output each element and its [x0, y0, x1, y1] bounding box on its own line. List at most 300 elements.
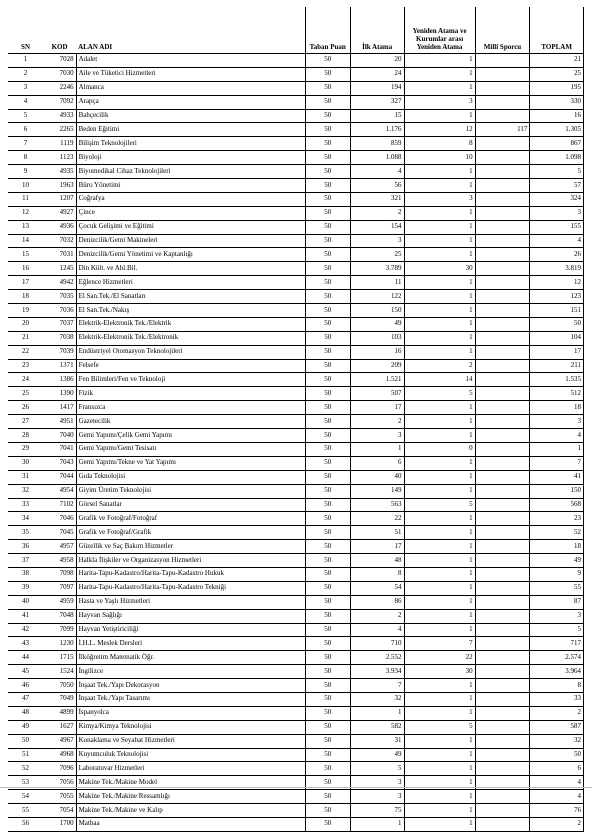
cell-yeniden-atama: 1: [404, 234, 475, 248]
cell-sn: 55: [8, 804, 43, 818]
cell-milli-sporcu: [475, 442, 530, 456]
cell-kod: 7049: [43, 692, 76, 706]
table-row: [8, 95, 584, 109]
cell-ilk-atama: 24: [350, 67, 404, 81]
cell-sn: 12: [8, 206, 43, 220]
cell-kod: 1207: [43, 192, 76, 206]
cell-toplam: 1.535: [530, 373, 584, 387]
cell-yeniden-atama: 1: [404, 484, 475, 498]
cell-sn: 33: [8, 498, 43, 512]
cell-milli-sporcu: [475, 623, 530, 637]
table-row: [8, 526, 584, 540]
cell-ilk-atama: 3.934: [350, 665, 404, 679]
table-row: [8, 748, 584, 762]
cell-sn: 15: [8, 248, 43, 262]
cell-kod: 1119: [43, 137, 76, 151]
table-row: [8, 248, 584, 262]
cell-sn: 16: [8, 262, 43, 276]
cell-ilk-atama: 16: [350, 345, 404, 359]
cell-yeniden-atama: 7: [404, 637, 475, 651]
cell-yeniden-atama: 1: [404, 429, 475, 443]
cell-kod: 7092: [43, 95, 76, 109]
table-row: [8, 234, 584, 248]
cell-milli-sporcu: [475, 234, 530, 248]
table-row: [8, 637, 584, 651]
cell-taban-puan: 50: [305, 567, 350, 581]
cell-taban-puan: 50: [305, 179, 350, 193]
cell-yeniden-atama: 1: [404, 734, 475, 748]
cell-ilk-atama: 1: [350, 817, 404, 831]
cell-alan-adi: Çince: [76, 206, 305, 220]
cell-milli-sporcu: [475, 179, 530, 193]
cell-sn: 36: [8, 540, 43, 554]
cell-ilk-atama: 209: [350, 359, 404, 373]
cell-milli-sporcu: [475, 95, 530, 109]
cell-yeniden-atama: 3: [404, 192, 475, 206]
cell-alan-adi: İspanyolca: [76, 706, 305, 720]
cell-taban-puan: 50: [305, 290, 350, 304]
cell-toplam: 32: [530, 734, 584, 748]
cell-kod: 4967: [43, 734, 76, 748]
cell-alan-adi: Halkla İlişkiler ve Organizasyon Hizmetleri: [76, 554, 305, 568]
cell-toplam: 123: [530, 290, 584, 304]
cell-toplam: 87: [530, 595, 584, 609]
cell-yeniden-atama: 30: [404, 262, 475, 276]
cell-kod: 1627: [43, 720, 76, 734]
cell-taban-puan: 50: [305, 790, 350, 804]
table-row: [8, 276, 584, 290]
cell-taban-puan: 50: [305, 387, 350, 401]
cell-yeniden-atama: 1: [404, 762, 475, 776]
cell-alan-adi: Beden Eğitimi: [76, 123, 305, 137]
cell-kod: 7099: [43, 623, 76, 637]
cell-ilk-atama: 1.521: [350, 373, 404, 387]
cell-sn: 45: [8, 665, 43, 679]
cell-taban-puan: 50: [305, 665, 350, 679]
cell-kod: 4954: [43, 484, 76, 498]
cell-toplam: 3.819: [530, 262, 584, 276]
table-row: [8, 109, 584, 123]
cell-alan-adi: Coğrafya: [76, 192, 305, 206]
cell-yeniden-atama: 10: [404, 151, 475, 165]
cell-yeniden-atama: 1: [404, 304, 475, 318]
cell-milli-sporcu: [475, 679, 530, 693]
cell-alan-adi: Harita-Tapu-Kadastro/Harita-Tapu-Kadastro Tekniği: [76, 581, 305, 595]
cell-toplam: 568: [530, 498, 584, 512]
cell-milli-sporcu: [475, 304, 530, 318]
cell-kod: 7097: [43, 581, 76, 595]
cell-ilk-atama: 7: [350, 679, 404, 693]
cell-toplam: 6: [530, 762, 584, 776]
cell-ilk-atama: 54: [350, 581, 404, 595]
cell-milli-sporcu: [475, 734, 530, 748]
cell-taban-puan: 50: [305, 470, 350, 484]
cell-ilk-atama: 22: [350, 512, 404, 526]
cell-alan-adi: Denizcilik/Gemi Makineleri: [76, 234, 305, 248]
cell-milli-sporcu: [475, 706, 530, 720]
cell-taban-puan: 50: [305, 401, 350, 415]
cell-taban-puan: 50: [305, 581, 350, 595]
cell-taban-puan: 50: [305, 692, 350, 706]
cell-yeniden-atama: 1: [404, 692, 475, 706]
cell-sn: 35: [8, 526, 43, 540]
cell-taban-puan: 50: [305, 526, 350, 540]
cell-yeniden-atama: 1: [404, 456, 475, 470]
cell-yeniden-atama: 5: [404, 720, 475, 734]
cell-yeniden-atama: 1: [404, 470, 475, 484]
cell-kod: 4936: [43, 220, 76, 234]
table-row: [8, 651, 584, 665]
cell-milli-sporcu: [475, 429, 530, 443]
cell-alan-adi: Gemi Yapımı/Çelik Gemi Yapımı: [76, 429, 305, 443]
cell-ilk-atama: 17: [350, 401, 404, 415]
cell-toplam: 717: [530, 637, 584, 651]
table-row: [8, 165, 584, 179]
header-toplam: TOPLAM: [530, 7, 584, 54]
cell-toplam: 16: [530, 109, 584, 123]
cell-milli-sporcu: [475, 206, 530, 220]
cell-taban-puan: 50: [305, 456, 350, 470]
cell-sn: 31: [8, 470, 43, 484]
cell-kod: 7045: [43, 526, 76, 540]
cell-toplam: 330: [530, 95, 584, 109]
cell-yeniden-atama: 22: [404, 651, 475, 665]
cell-toplam: 18: [530, 540, 584, 554]
cell-toplam: 2.574: [530, 651, 584, 665]
cell-sn: 14: [8, 234, 43, 248]
cell-ilk-atama: 3: [350, 790, 404, 804]
cell-toplam: 8: [530, 679, 584, 693]
cell-sn: 46: [8, 679, 43, 693]
cell-sn: 52: [8, 762, 43, 776]
cell-toplam: 5: [530, 165, 584, 179]
cell-toplam: 512: [530, 387, 584, 401]
cell-yeniden-atama: 1: [404, 276, 475, 290]
cell-toplam: 7: [530, 456, 584, 470]
cell-milli-sporcu: [475, 81, 530, 95]
cell-yeniden-atama: 1: [404, 609, 475, 623]
cell-ilk-atama: 75: [350, 804, 404, 818]
cell-kod: 1963: [43, 179, 76, 193]
cell-yeniden-atama: 1: [404, 623, 475, 637]
cell-ilk-atama: 1.088: [350, 151, 404, 165]
cell-ilk-atama: 15: [350, 109, 404, 123]
cell-yeniden-atama: 30: [404, 665, 475, 679]
cell-ilk-atama: 1.176: [350, 123, 404, 137]
cell-ilk-atama: 563: [350, 498, 404, 512]
cell-sn: 30: [8, 456, 43, 470]
cell-yeniden-atama: 1: [404, 776, 475, 790]
cell-taban-puan: 50: [305, 484, 350, 498]
cell-toplam: 3.964: [530, 665, 584, 679]
cell-kod: 1390: [43, 387, 76, 401]
cell-toplam: 2: [530, 706, 584, 720]
cell-yeniden-atama: 1: [404, 748, 475, 762]
cell-ilk-atama: 4: [350, 623, 404, 637]
cell-ilk-atama: 3: [350, 234, 404, 248]
cell-yeniden-atama: 8: [404, 137, 475, 151]
cell-ilk-atama: 582: [350, 720, 404, 734]
cell-alan-adi: Konaklama ve Seyahat Hizmetleri: [76, 734, 305, 748]
cell-alan-adi: Çocuk Gelişimi ve Eğitimi: [76, 220, 305, 234]
table-row: [8, 484, 584, 498]
cell-yeniden-atama: 1: [404, 679, 475, 693]
cell-alan-adi: Kuyumculuk Teknolojisi: [76, 748, 305, 762]
cell-taban-puan: 50: [305, 95, 350, 109]
cell-alan-adi: Güzellik ve Saç Bakım Hizmetler: [76, 540, 305, 554]
cell-taban-puan: 50: [305, 123, 350, 137]
cell-alan-adi: Almanca: [76, 81, 305, 95]
cell-yeniden-atama: 1: [404, 554, 475, 568]
cell-taban-puan: 50: [305, 512, 350, 526]
cell-kod: 1123: [43, 151, 76, 165]
table-row: [8, 262, 584, 276]
cell-yeniden-atama: 1: [404, 804, 475, 818]
cell-taban-puan: 50: [305, 165, 350, 179]
cell-yeniden-atama: 1: [404, 317, 475, 331]
cell-kod: 1245: [43, 262, 76, 276]
header-milli-sporcu: Milli Sporcu: [475, 7, 530, 54]
cell-ilk-atama: 86: [350, 595, 404, 609]
cell-kod: 1524: [43, 665, 76, 679]
cell-yeniden-atama: 1: [404, 345, 475, 359]
cell-ilk-atama: 3.789: [350, 262, 404, 276]
cell-alan-adi: Fen Bilimleri/Fen ve Teknoloji: [76, 373, 305, 387]
cell-taban-puan: 50: [305, 248, 350, 262]
cell-yeniden-atama: 1: [404, 595, 475, 609]
cell-ilk-atama: 321: [350, 192, 404, 206]
cell-milli-sporcu: [475, 470, 530, 484]
cell-yeniden-atama: 1: [404, 81, 475, 95]
cell-yeniden-atama: 1: [404, 206, 475, 220]
cell-taban-puan: 50: [305, 762, 350, 776]
cell-sn: 41: [8, 609, 43, 623]
cell-taban-puan: 50: [305, 595, 350, 609]
cell-taban-puan: 50: [305, 262, 350, 276]
cell-kod: 1417: [43, 401, 76, 415]
cell-toplam: 3: [530, 415, 584, 429]
cell-taban-puan: 50: [305, 206, 350, 220]
table-row: [8, 817, 584, 831]
cell-kod: 7050: [43, 679, 76, 693]
cell-milli-sporcu: [475, 498, 530, 512]
cell-taban-puan: 50: [305, 415, 350, 429]
cell-kod: 7037: [43, 317, 76, 331]
cell-kod: 1371: [43, 359, 76, 373]
cell-ilk-atama: 49: [350, 748, 404, 762]
cell-sn: 28: [8, 429, 43, 443]
cell-ilk-atama: 51: [350, 526, 404, 540]
cell-taban-puan: 50: [305, 679, 350, 693]
cell-kod: 7028: [43, 54, 76, 68]
cell-milli-sporcu: [475, 665, 530, 679]
cell-taban-puan: 50: [305, 81, 350, 95]
cell-yeniden-atama: 1: [404, 179, 475, 193]
table-row: [8, 512, 584, 526]
cell-kod: 7044: [43, 470, 76, 484]
cell-milli-sporcu: [475, 609, 530, 623]
cell-taban-puan: 50: [305, 234, 350, 248]
cell-kod: 7048: [43, 609, 76, 623]
cell-alan-adi: Grafik ve Fotoğraf/Fotoğraf: [76, 512, 305, 526]
cell-milli-sporcu: [475, 720, 530, 734]
cell-sn: 38: [8, 567, 43, 581]
cell-alan-adi: Kimya/Kimya Teknolojisi: [76, 720, 305, 734]
cell-taban-puan: 50: [305, 67, 350, 81]
cell-milli-sporcu: [475, 331, 530, 345]
cell-taban-puan: 50: [305, 220, 350, 234]
cell-toplam: 4: [530, 776, 584, 790]
table-row: [8, 54, 584, 68]
cell-sn: 4: [8, 95, 43, 109]
cell-yeniden-atama: 1: [404, 248, 475, 262]
cell-yeniden-atama: 3: [404, 95, 475, 109]
cell-kod: 7054: [43, 804, 76, 818]
cell-taban-puan: 50: [305, 623, 350, 637]
cell-alan-adi: Grafik ve Fotoğraf/Grafik: [76, 526, 305, 540]
cell-yeniden-atama: 1: [404, 220, 475, 234]
cell-milli-sporcu: [475, 804, 530, 818]
cell-ilk-atama: 3: [350, 429, 404, 443]
cell-toplam: 25: [530, 67, 584, 81]
cell-milli-sporcu: [475, 581, 530, 595]
cell-toplam: 155: [530, 220, 584, 234]
cell-alan-adi: Giyim Üretim Teknolojisi: [76, 484, 305, 498]
cell-toplam: 324: [530, 192, 584, 206]
cell-toplam: 151: [530, 304, 584, 318]
cell-ilk-atama: 11: [350, 276, 404, 290]
cell-kod: 7039: [43, 345, 76, 359]
cell-kod: 2246: [43, 81, 76, 95]
cell-alan-adi: Elektrik-Elektronik Tek./Elektronik: [76, 331, 305, 345]
cell-taban-puan: 50: [305, 442, 350, 456]
cell-alan-adi: Biyoloji: [76, 151, 305, 165]
cell-ilk-atama: 8: [350, 567, 404, 581]
cell-sn: 5: [8, 109, 43, 123]
cell-milli-sporcu: [475, 290, 530, 304]
cell-taban-puan: 50: [305, 54, 350, 68]
cell-sn: 9: [8, 165, 43, 179]
cell-ilk-atama: 710: [350, 637, 404, 651]
cell-sn: 32: [8, 484, 43, 498]
header-alan-adi: ALAN ADI: [76, 7, 305, 54]
cell-milli-sporcu: 117: [475, 123, 530, 137]
cell-sn: 29: [8, 442, 43, 456]
cell-alan-adi: Hayvan Sağlığı: [76, 609, 305, 623]
cell-sn: 18: [8, 290, 43, 304]
cell-milli-sporcu: [475, 373, 530, 387]
cell-alan-adi: İnşaat Tek./Yapı Tasarımı: [76, 692, 305, 706]
cell-ilk-atama: 194: [350, 81, 404, 95]
cell-sn: 27: [8, 415, 43, 429]
cell-toplam: 150: [530, 484, 584, 498]
cell-ilk-atama: 20: [350, 54, 404, 68]
table-row: [8, 67, 584, 81]
cell-alan-adi: Biyomedikal Cihaz Teknolojileri: [76, 165, 305, 179]
cell-yeniden-atama: 1: [404, 526, 475, 540]
cell-yeniden-atama: 1: [404, 401, 475, 415]
cell-yeniden-atama: 1: [404, 512, 475, 526]
cell-ilk-atama: 2: [350, 415, 404, 429]
table-row: [8, 442, 584, 456]
cell-milli-sporcu: [475, 248, 530, 262]
cell-sn: 43: [8, 637, 43, 651]
cell-alan-adi: Görsel Sanatlar: [76, 498, 305, 512]
cell-yeniden-atama: 1: [404, 817, 475, 831]
cell-yeniden-atama: 14: [404, 373, 475, 387]
cell-alan-adi: Aile ve Tüketici Hizmetleri: [76, 67, 305, 81]
cell-milli-sporcu: [475, 220, 530, 234]
cell-ilk-atama: 154: [350, 220, 404, 234]
cell-ilk-atama: 122: [350, 290, 404, 304]
cell-ilk-atama: 32: [350, 692, 404, 706]
cell-alan-adi: Gazetecilik: [76, 415, 305, 429]
cell-taban-puan: 50: [305, 554, 350, 568]
cell-sn: 37: [8, 554, 43, 568]
cell-milli-sporcu: [475, 748, 530, 762]
table-row: [8, 317, 584, 331]
header-kod: KOD: [43, 7, 76, 54]
table-row: [8, 151, 584, 165]
cell-toplam: 104: [530, 331, 584, 345]
cell-toplam: 1: [530, 442, 584, 456]
cell-sn: 50: [8, 734, 43, 748]
cell-yeniden-atama: 1: [404, 67, 475, 81]
cell-ilk-atama: 5: [350, 762, 404, 776]
cell-milli-sporcu: [475, 67, 530, 81]
table-row: [8, 623, 584, 637]
table-row: [8, 415, 584, 429]
table-row: [8, 429, 584, 443]
cell-toplam: 49: [530, 554, 584, 568]
cell-milli-sporcu: [475, 595, 530, 609]
cell-sn: 11: [8, 192, 43, 206]
cell-taban-puan: 50: [305, 637, 350, 651]
table-row: [8, 387, 584, 401]
cell-ilk-atama: 31: [350, 734, 404, 748]
table-row: [8, 123, 584, 137]
cell-sn: 19: [8, 304, 43, 318]
cell-toplam: 3: [530, 609, 584, 623]
cell-yeniden-atama: 2: [404, 359, 475, 373]
table-row: [8, 554, 584, 568]
table-row: [8, 401, 584, 415]
cell-alan-adi: Büro Yönetimi: [76, 179, 305, 193]
table-row: [8, 304, 584, 318]
table-header-row: [8, 7, 584, 54]
cell-yeniden-atama: 1: [404, 165, 475, 179]
cell-toplam: 17: [530, 345, 584, 359]
cell-kod: 7046: [43, 512, 76, 526]
cell-alan-adi: İngilizce: [76, 665, 305, 679]
table-row: [8, 179, 584, 193]
table-row: [8, 290, 584, 304]
cell-alan-adi: İnşaat Tek./Yapı Dekorasyon: [76, 679, 305, 693]
cell-milli-sporcu: [475, 387, 530, 401]
cell-toplam: 50: [530, 317, 584, 331]
header-sn: SN: [8, 7, 43, 54]
cell-milli-sporcu: [475, 165, 530, 179]
cell-ilk-atama: 4: [350, 165, 404, 179]
assignment-table: [8, 7, 584, 832]
cell-toplam: 867: [530, 137, 584, 151]
cell-alan-adi: Elektrik-Elektronik Tek./Elektrik: [76, 317, 305, 331]
table-row: [8, 609, 584, 623]
cell-yeniden-atama: 1: [404, 54, 475, 68]
cell-toplam: 211: [530, 359, 584, 373]
cell-milli-sporcu: [475, 790, 530, 804]
cell-sn: 42: [8, 623, 43, 637]
